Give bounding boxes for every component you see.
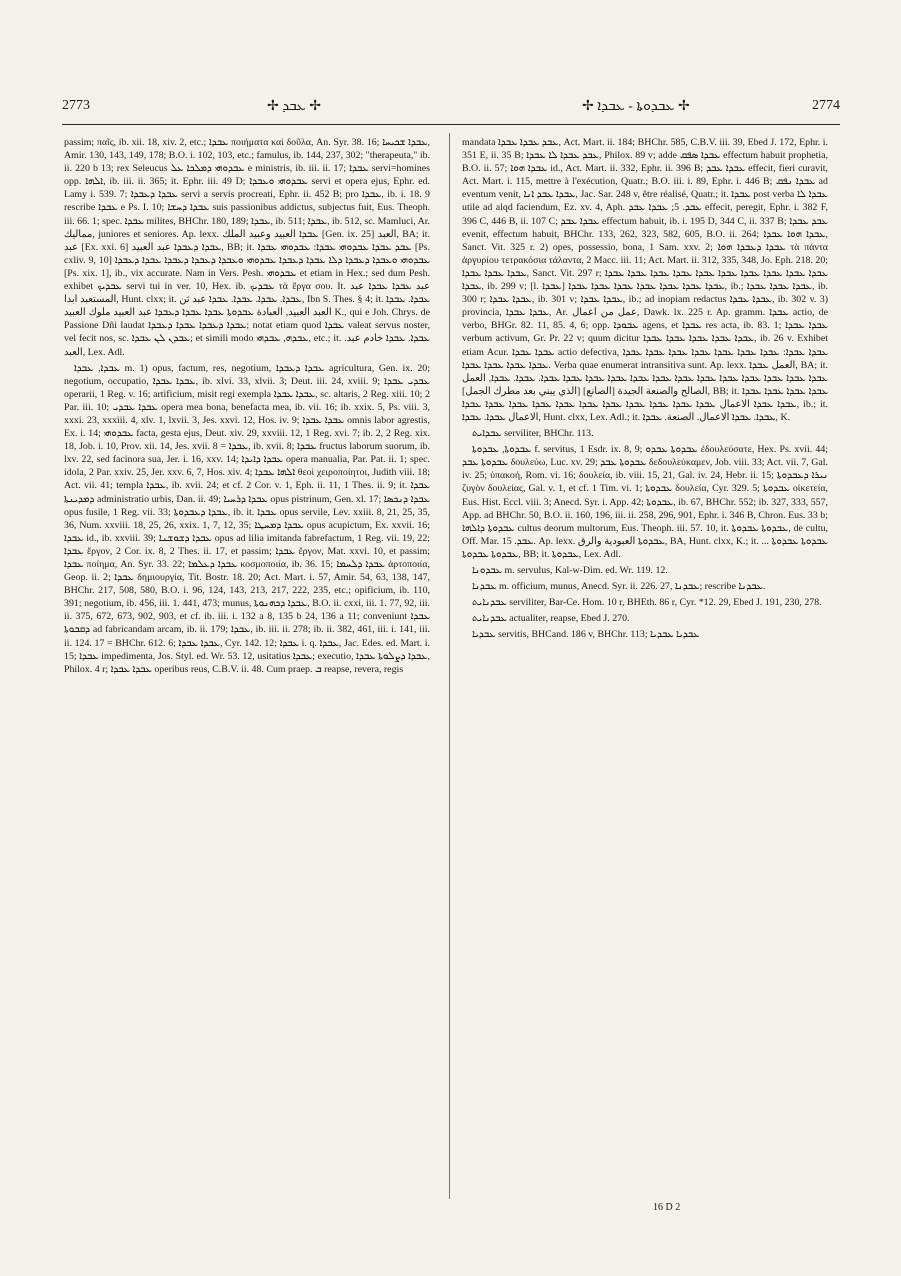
column-divider bbox=[449, 133, 450, 1199]
entry-paragraph: mandata ܥܒܕ ܥܒܕܐ ܥܒܕܐ, Act. Mart. ii. 184; BHChr. 585, C.B.V. iii. 39, Ebed J. 172, Ephr. i. 351 E, ii. 35 B; ܥܒܕ ܥܒܕܐ ܠܐ ܥܒܕܐ, Philox. 89 v; adde ܥܒܕܐ ܣܦܩ effectum habuit prophetia, B.O. ii. 57; ܥܒܕܐ ܗܘܐ id., Act. Mart. ii. 332, Ephr. ii. 396 B; ܥܒܕܐ ܥܒܕ effecit, fieri curavit, Act. Mart. i. 115, mettre à l'exécution, Quatr.; B.O. iii. i. 89, Ephr. i. 446 B; ܥܒܕܐ ܢܦܩ ad eventum venit, ܥܒܕܐ ܥܒܕ ܐܢܐ, Jac. Sar. 248 v, être réalisé, Quatr.; it. ܥܒܕܐ post verba ܥܒܕܐ ܠܐ utile ad alqd faciendum, Ez. xv. 4, Aph. ܥܒܕ. 5; ܥܒܕܐ ܥܒܕ effecit, peregit, Ephr. i. 382 F, 396 C, 446 B, ii. 107 C; ܥܒܕܐ ܥܒܕ effectum habuit, ib. i. 195 D, 344 C, ii. 337 B; ܥܒܕ ܥܒܕܐ evenit, effectum habuit, BHChr. 133, 262, 323, 582, 605, B.O. ii. 264; ܥܒܕܐ ܗܘܐ ܥܒܕܐ, Sanct. Vit. 325 r. 2) opes, possessio, bona, 1 Sam. xxv. 2; ܥܒܕܐ ܕܥܒܕܐ ܗܘܐ τὰ πάντα ἀργυρίου τετρακόσια τάλαντα, 2 Macc. iii. 11; Act. Mart. ii. 312, 335, 348, Jo. Eph. 218. 20; ܥܒܕܐ ܥܒܕܐ ܥܒܕܐ, Sanct. Vit. 297 r; ܥܒܕܐ ܥܒܕܐ ܥܒܕܐ ܥܒܕܐ ܥܒܕܐ ܥܒܕܐ ܥܒܕܐ ܥܒܕܐ ܥܒܕܐ ܥܒܕܐ ܥܒܕܐ, ib. 299 v; [l. ܥܒܕܐ] ܥܒܕܐ ܥܒܕܐ ܥܒܕܐ ܥܒܕܐ ܥܒܕܐ ܥܒܕܐ ܥܒܕܐ, ib.; ܥܒܕܐ ܥܒܕܐ ܥܒܕܐ, ib. 300 r; ܥܒܕܐ ܥܒܕܐ, ib. 301 v; ܥܒܕܐ ܥܒܕܐ, ib.; ad inopiam redactus ܥܒܕܐ ܥܒܕܐ, ib. 302 v. 3) provincia, ܥܒܕܐ ܥܒܕܐ, Ar. عمل من اعمال, Dawk. lx. 225 r. Ap. gramm. ܥܒܕܐ actio, de verbo, BHGr. 82. 11, 85. 4, 6; opp. ܥܒܘܕܐ agens, et ܥܒܕܐ res acta, ib. 83. 1; ܥܒܕܐ ܥܒܕܐ verbum activum, Gr. Pr. 22 v; quum dicitur ܥܒܕܐ ܥܒܕܐ ܥܒܕܐ ܥܒܕܐ ܥܒܕܐ, ib. 26 v. Exhibet etiam Acur. ܥܒܕܐ ܥܒܕܐ actio defectiva, ܥܒܕܐ ܥܒܕܐ: ܥܒܕܐ ܥܒܕܐ ܥܒܕܐ ܥܒܕܐ ܥܒܕܐ ܥܒܕܐ ܥܒܕܐ ܥܒܕܐ ܥܒܕܐ ܥܒܕܐ ܥܒܕܐ. Verba quae enumerat intransitiva sunt. Ap. lexx. العمل ܥܒܕܐ, BA; it. ܥܒܕܐ ܥܒܕܐ ܥܒܕܐ ܥܒܕܐ ܥܒܕܐ ܥܒܕܐ ܥܒܕܐ ܥܒܕܐ ܥܒܕܐ ܥܒܕܐ ܥܒܕܐ ܥܒܕܐ ܥܒܕܐ. ܥܒܕܐ. ܥܒܕܐ, العمل الصالح والصنعة الجيدة [الصانع] [الذي يبني بعد مطرك الجمل], BB; it. ܥܒܕܐ ܥܒܕܐ ܥܒܕܐ ܥܒܕܐ ܥܒܕܐ ܥܒܕܐ الاعمال ܥܒܕܐ ܥܒܕܐ ܥܒܕܐ ܥܒܕܐ ܥܒܕܐ ܥܒܕܐ ܥܒܕܐ ܥܒܕܐ ܥܒܕܐ ܥܒܕܐ ܥܒܕܐ, ib.; it. الاعمال ܥܒܕܐ. ܥܒܕܐ, Hunt. clxx, Lex. Adl.; it. ܥܒܕܐ. ܥܒܕܐ الاعمال. الصنعة. ܥܒܕܐ, K. bbox=[462, 137, 828, 423]
header-rule bbox=[62, 124, 840, 125]
entry-paragraph: ܥܒܕܐ, ܥܒܕܐ m. 1) opus, factum, res, negotium, ܥܒܕܐ ܕܥܒܕܐ agricultura, Gen. ix. 20; negotium, occupatio, ܥܒܕܐ ܥܒܕܐ, ib. xlvi. 33, xlvii. 3; Deut. iii. 24, xviii. 9; ܥܒܕܝ ܥܒܕܐ operarii, 1 Reg. v. 16; artificium, misit regi exempla ܥܒܕܐ ܥܒܕܐ, sc. altaris, 2 Reg. xiii. 10; 2 Par. iii. 10; ܥܒܕܐ ܥܒܕܝ opera mea bona, benefacta mea, ib. vii. 16; ib. xxix. 5, Ps. viii. 3, xxxi. 23, xxxiii. 4, xlv. 1, lxvii. 3, Jes. xxvi. 12, Hos. iv. 9; ܥܒܕܐ ܥܒܕܐ omnis labor agrestis, Ex. i. 14; ܥܒܕܘܗܝ facta, gesta ejus, Deut. xiv. 29, xxviii. 12, 1 Reg. xvi. 7; ib. 2, 2 Reg. xix. 18, Job. i. 10, Prov. xii. 14, Jes. xvii. 8 = ܥܒܕܐ, ib. xvii. 8; ܥܒܕܐ fructus laborum suorum, ib. lxv. 22, sed facinora sua, Jer. i. 16, xxv. 14; ܥܒܕܐ ܕܐܝܕܐ opera manualia, Par. Pat. ii. 1; spec. idola, 2 Par. xxiv. 25, Jer. xxv. 6, 7, Hos. xiv. 4; ܐܠܗܐ ܥܒܕܐ θεοὶ χειροποίητοι, Judith viii. 18; Act. vii. 41; templa ܥܒܕܐ, ib. xvii. 24; et cf. 2 Cor. v. 1, Eph. ii. 11, 1 Thes. ii. 9; it. ܥܒܕܐ ܕܡܕܝܢܬܐ administratio urbis, Dan. ii. 49; ܥܒܕܐ ܕܪܚܝܐ opus pistrinum, Gen. xl. 17; ܥܒܕܐ ܕܢܟܣܐ opus fusile, 1 Reg. vii. 33; ܥܒܕܐ ܕܥܒܕܘܬܐ, ib. it. ܥܒܕܐ opus servile, Lev. xxiii. 8, 21, 25, 35, 36, Num. xxviii. 18, 25, 26, xxix. 1, 7, 12, 35; ܥܒܕܐ ܕܡܚܛܐ opus acupictum, Ex. xxvii. 16; ܥܒܕܐ id., ib. xxviii. 39; ܥܒܕܐ ܕܫܘܫܢܐ opus ad lilia imitanda fabrefactum, 1 Reg. vii. 19, 22; ܥܒܕܐ ἔργον, 2 Cor. ix. 8, 2 Thes. ii. 17, et passim; ܥܒܕܐ ἔργον, Mat. xxvi. 10, et passim; ܥܒܕܐ ποίημα, An. Syr. 33. 22; ܥܒܕܐ ܕܥܠܡܐ κοσμοποιία, ib. 36. 15; ܥܒܕܐ ܕܠܚܡܐ ἀρτοποιία, Geop. ii. 2; ܥܒܕܐ δημιουργία, Tit. Bostr. 18. 20; Act. Mart. i. 57, Amir. 54, 63, 138, 147, BHChr. 217, 508, 580, B.O. i. 96, 124, 143, 213, 217, 222, 235, etc.; opificium, ib. 110, 391; negotium, ib. 456, iii. 1. 441, 473; munus, ܥܒܕܐ ܕܟܗܢܘܬܐ, B.O. ii. cxxi, iii. 1. 77, 92, iii. ii. 375, 672, 673, 902, 903, et cf. ib. iii. i. 132 a 8, 135 b 24, 136 a 11; conveniunt ܥܒܕܐ ܕܩܒܘܬܐ ad fabricandam arcam, ib. ii. 179; ܥܒܕܐ, ib. iii. ii. 278; ib. ii. 382, 461, iii. i. 141, iii. ii. 124. 17 = BHChr. 612. 6; ܥܒܕܐ ܥܒܕܐ, Cyr. 142. 12; ܥܒܕܐ i. q. ܥܒܕܐ, Jac. Edes. ed. Mart. i. 15; ܥܒܕܐ impedimenta, Jos. Styl. ed. Wr. 53. 12, usitatius ܥܒܕܐ; executio, ܥܒܕܐ ܕܨܠܘܬܐ ܥܒܕܐ, Philox. 4 r; ܥܒܕܐ ܥܒܕܐ operibus reus, C.B.V. ii. 48. Cum praep. ܒ reapse, revera, regis bbox=[64, 362, 430, 675]
running-header bbox=[62, 98, 840, 118]
entry-paragraph: ܥܒܕܘܬܐ, ܥܒܕܘܬܐ f. servitus, 1 Esdr. ix. 8, 9; ܥܒܕܘܬܐ ܥܒܕܘ ἐδουλεύσατε, Hex. Ps. xvii. 44; ܥܒܕܘܬܐ ܥܒܕ δουλεύω, Luc. xv. 29; ܥܒܕܘܬܐ ܥܒܕ δεδουλεύκαμεν, Job. viii. 33; Act. vii. 7, Gal. iv. 25; ὑπακοή, Rom. vi. 16; δουλεία, ib. viii. 15, 21, Gal. iv. 24, Hebr. ii. 15; ܢܝܪܐ ܕܥܒܕܘܬܐ ζυγὸν δουλείας, Gal. v. 1, et cf. 1 Tim. vi. 1; ܥܒܕܘܬܐ δουλεία, Cyr. 329. 5; ܥܒܕܘܬܐ οἰκετεία, Eus. Hist. Eccl. viii. 3; Anecd. Syr. i. App. 42; ܥܒܕܘܬܐ, ib. 67, BHChr. 552; ib. 327, 333, 557, App. ad BHChr. 50, B.O. ii. 160, 196, iii. ii. 258, 296, 901, Ephr. i. 346 B, Chron. Eus. 33 b; ܥܒܕܘܬܐ ܕܐܠܗܐ cultus deorum multorum, Eus. Theoph. iii. 57. 10, it. ܥܒܕܘܬܐ ܥܒܕܘܬܐ, de cultu, Off. Mar. ܥܒܕ. 15. Ap. lexx. ܥܒܕܘܬܐ العبودية والرق, BA, Hunt. clxx, K.; it. ܥܒܕܘܬܐ ܥܒܕܘܬܐ ... ܥܒܕܘܬܐ ܥܒܕܘܬܐ, BB; it. ܥܒܕܘܬܐ, Lex. Adl. bbox=[462, 444, 828, 560]
running-title-left: ✢ ܥܒܕ ✢ bbox=[267, 99, 322, 114]
entry-paragraph: ܥܒܕܘܢܐ m. servulus, Kal-w-Dim. ed. Wr. 119. 12. bbox=[472, 565, 668, 576]
entry-paragraph: ܥܒܕܢܐܝܬ actualiter, reapse, Ebed J. 270. bbox=[472, 613, 630, 625]
entry-paragraph: ܥܒܕܢܐ m. officium, munus, Anecd. Syr. ii. 226. 27, ܥܒܕܢܐ; rescribe ܥܒܕܢܐ. bbox=[472, 581, 766, 593]
entry-paragraph: ܥܒܕܢܐܝܬ serviliter, Bar-Ce. Hom. 10 r, BHEth. 86 r, Cyr. *12. 29, Ebed J. 191, 230, 278. bbox=[472, 597, 822, 609]
running-title-right: ✢ ܥܒܕܘܬܐ - ܥܒܕܐ ✢ bbox=[582, 99, 690, 114]
page-number-left: 2773 bbox=[62, 98, 90, 113]
printer-signature: 16 D 2 bbox=[653, 1202, 681, 1213]
page-number-right: 2774 bbox=[812, 98, 840, 113]
entry-paragraph: ܥܒܕܐܝܬ serviliter, BHChr. 113. bbox=[472, 428, 594, 440]
right-column bbox=[462, 136, 828, 1200]
entry-paragraph: passim; παῖς, ib. xii. 18, xiv. 2, etc.; ܥܒܕܐ ποιήματα καὶ δοῦλα, An. Syr. 38. 16; ܥܒܕܐ ܫܟܝܚܐ, Amir. 130, 143, 149, 178; B.O. i. 102, 103, etc.; famulus, ib. 144, 237, 302; "therapeuta," ib. ii. 220 b 13; rex Seleucus ܥܒܕܘܗܝ ܕܡܠܟܐ ܥܠ e ministris, ib. iii. ii. 17; ܥܒܕܐ servi=homines opp. ܐܠܗܐ, ib. iii. ii. 365; it. Ephr. iii. 49 D; ܥܒܕܘܗܝ ܘܥܒܕܐ servi et opera ejus, Ephr. ed. Lamy i. 539. 7; ܥܒܕܐ ܕܥܒܕܐ servi a servis procreati, Ephr. ii. 452 B; pro ܥܒܕܐ, ib. i. 18. 9 rescribe ܥܒܕܐ e Ps. I. 10; ܥܒܕܐ ܕܚܫܐ suis passionibus addictus, subjectus fuit, Eus. Theoph. iii. 66. 1; spec. ܥܒܕܐ milites, BHChr. 180, 189; ܥܒܕܐ, ib. 511; ܥܒܕܐ, ib. 512, sc. Mamluci, Ar. مماليك, juniores et seniores. Ap. lexx. ܥܒܕܐ العبيد وعبيد الملك [Gen. ix. 25] العبد, BA; it. عبد [Ex. xxi. 6] ܥܒܕܐ ܕܥܒܕܐ عبد العبيد, BB; it. ܥܒܕ ܥܒܕܐ ܥܒܕܘܗܝ ܥܒܕܐ: ܥܒܕܘܗܝ ܥܒܕܐ [Ps. cxliv. 9, 10] ܥܒܕܘܗܝ ܘܥܒܕܐ ܕܥܒܕܐ ܕܠܐ ܥܒܕܐ ܕܥܒܕܐ ܥܒܕܘܗܝ ܘܥܒܕܐ ܕܥܒܕܐ ܕܥܒܕܐ ܥܒܕܐ ܕܥܒܕܐ [Ps. xix. 1], ib., vix accurate. Nam in Vers. Pesh. ܥܒܕܘܗܝ et etiam in Hex.; sed dum Pesh. exhibet ܥܒܕܝܟ servi tui in ver. 10, Hex. ib. ܥܒܕܝܟ τὰ ἔργα σου. It. عبد ܥܒܕܐ ܥܒܕܐ عبد المستعبد ابدا, Hunt. clxx; it. ܥܒܕܐ. ܥܒܕܐ. ܥܒܕܐ. ܥܒܕܐ عبد ثن, Ibn S. Thes. § 4; it. ܥܒܕܐ. ܥܒܕܐ العبد العبيد, العبادة ܥܒܕܘܬܐ ܥܒܕܐ ܥܒܕܐ ܕܥܒܕܐ عبد العبيد ملوك العبيد K., qui e Joh. Chrys. de Passione Dñi laudat ܥܒܕܐ ܕܥܒܕܐ ܥܒܕܐ ܕܥܒܕܐ; notat etiam quod ܥܒܕܐ valeat servus noster, vel fecit nos, sc. ܥܒܕܢ ܠܢ ܥܒܕܐ; et simili modo ܥܒܕܗ, ܥܒܕܗܝ, etc.; it. ܥܒܕܐ. ܥܒܕܐ خادم عبد. العبد, Lex. Adl. bbox=[64, 137, 430, 358]
left-column bbox=[64, 136, 430, 1200]
entry-paragraph: ܥܒܕܝܐ servitis, BHCand. 186 v, BHChr. 113; ܥܒܕܝܐ ܥܒܕܝܐ bbox=[472, 629, 700, 641]
